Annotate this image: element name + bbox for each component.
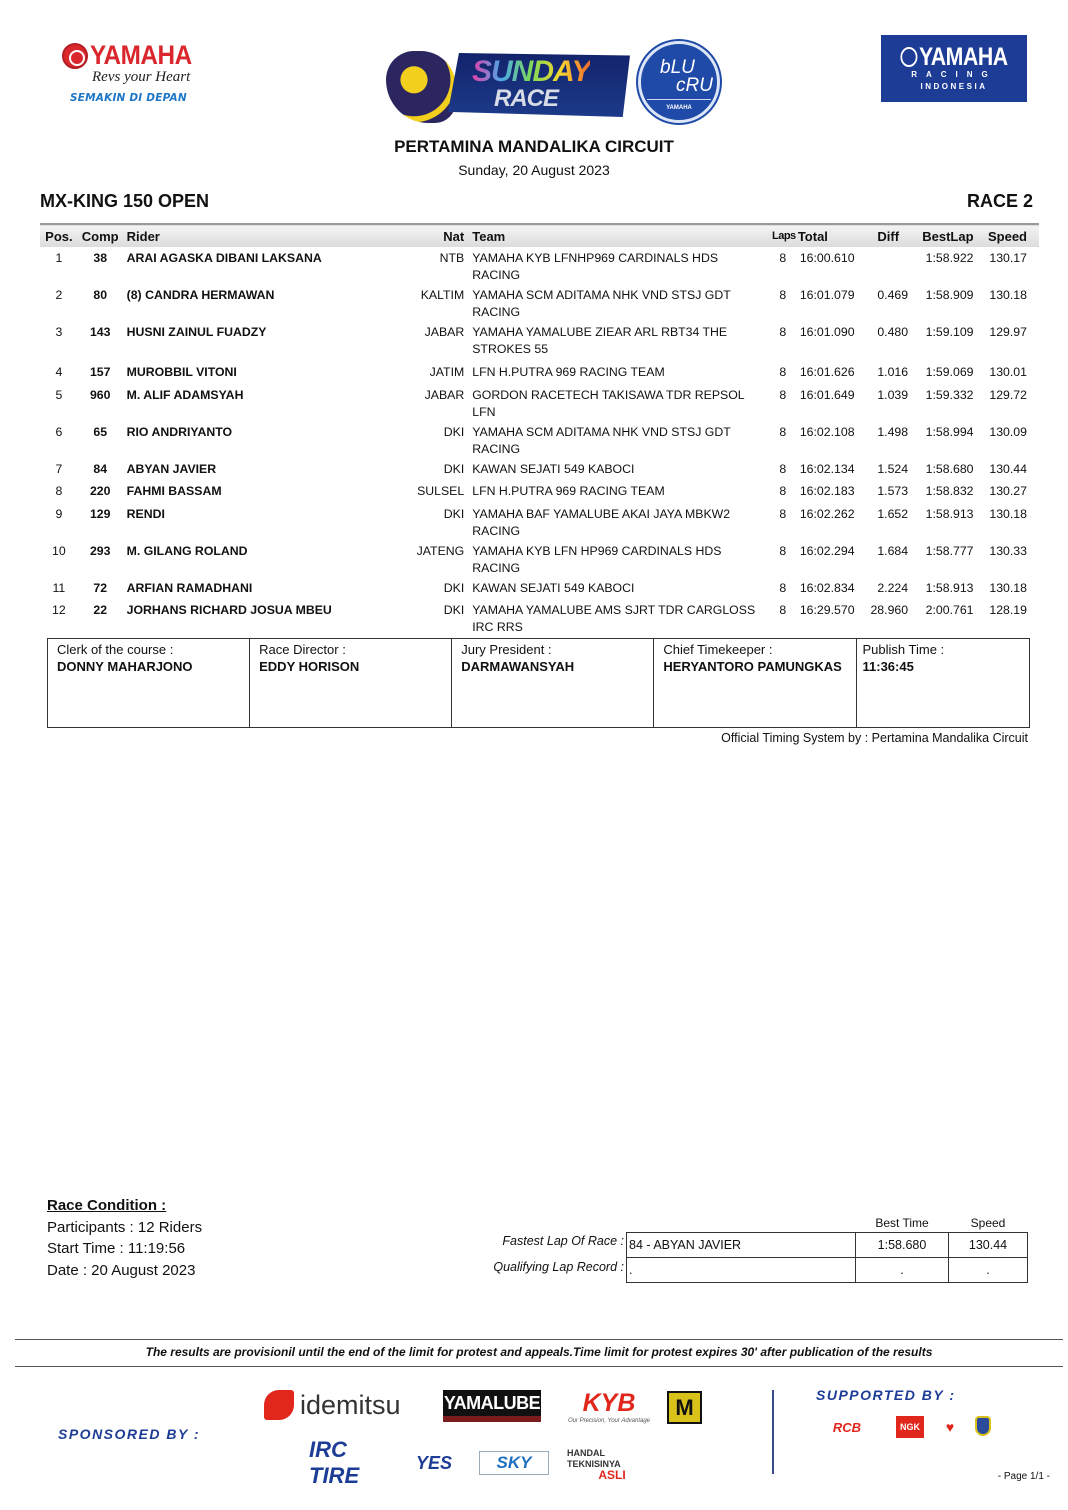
lap-header-speed: Speed	[970, 1216, 1006, 1230]
official-race-director	[250, 639, 452, 727]
race-class: MX-KING 150 OPEN	[40, 191, 210, 211]
publish-time-label: Publish Time :	[862, 642, 945, 657]
motorbike-icon	[386, 51, 456, 123]
cell-nat: KALTIM	[420, 288, 465, 302]
cell-comp: 143	[89, 325, 111, 339]
fastest-lap-label: Fastest Lap Of Race :	[502, 1234, 624, 1248]
official-label: Chief Timekeeper :	[663, 642, 773, 657]
cell-diff: 2.224	[877, 580, 909, 595]
cell-rider: JORHANS RICHARD JOSUA MBEU	[126, 603, 332, 617]
blucru-divider	[647, 99, 711, 100]
cell-pos: 7	[55, 461, 63, 476]
cell-speed: 130.33	[989, 543, 1027, 558]
fastest-lap-row	[627, 1233, 1028, 1258]
sponsored-by-label: SPONSORED BY :	[58, 1426, 201, 1442]
cell-team: YAMAHA YAMALUBE ZIEAR ARL RBT34 THE STROKES 55	[472, 325, 728, 356]
col-diff: Diff	[877, 228, 900, 244]
cell-total: 16:01.079	[799, 288, 855, 302]
cell-total: 16:29.570	[799, 603, 855, 617]
cell-bestlap: 1:59.332	[925, 387, 974, 402]
fastest-lap-rider: 84 - ABYAN JAVIER	[627, 1233, 856, 1258]
sunday-race-line2: RACE	[494, 85, 559, 112]
sponsor-motobatt: M	[667, 1391, 702, 1424]
page-number: - Page 1/1 -	[997, 1471, 1050, 1482]
cell-rider: ARAI AGASKA DIBANI LAKSANA	[126, 251, 322, 265]
cell-rider: ABYAN JAVIER	[126, 461, 217, 476]
result-row	[40, 361, 1039, 384]
official-label: Jury President :	[461, 642, 552, 657]
cell-nat: NTB	[439, 251, 465, 265]
col-total: Total	[797, 228, 828, 244]
cell-nat: JABAR	[424, 387, 465, 402]
cell-pos: 5	[55, 387, 63, 402]
cell-laps: 8	[779, 251, 787, 265]
cell-total: 16:02.834	[799, 580, 855, 595]
cell-pos: 9	[55, 506, 63, 521]
divider-bottom	[15, 1366, 1063, 1367]
official-label: Clerk of the course :	[57, 642, 174, 657]
fastest-lap-best: 1:58.680	[856, 1233, 949, 1258]
cell-nat: DKI	[443, 603, 465, 617]
yri-line3: INDONESIA	[920, 82, 988, 91]
official-chief-timekeeper	[654, 639, 856, 727]
publish-time-value: 11:36:45	[862, 659, 914, 674]
cell-comp: 22	[93, 603, 108, 617]
col-bestlap: BestLap	[922, 228, 974, 244]
sponsor-sky: SKY	[479, 1451, 549, 1475]
cell-laps: 8	[779, 325, 787, 339]
cell-comp: 84	[93, 461, 108, 476]
publish-time	[857, 639, 1029, 727]
cell-diff: 0.480	[877, 325, 909, 339]
cell-diff: 1.573	[877, 484, 909, 498]
col-comp: Comp	[81, 228, 119, 244]
sponsor-yes: YES	[415, 1452, 453, 1473]
cell-comp: 157	[89, 365, 111, 379]
result-row	[40, 458, 1039, 481]
cell-pos: 12	[52, 603, 66, 617]
cell-pos: 4	[55, 365, 63, 379]
sponsor-divider	[772, 1390, 774, 1474]
race-condition	[47, 1195, 202, 1281]
yamaha-tuning-fork-icon	[900, 47, 917, 67]
cell-rider: (8) CANDRA HERMAWAN	[126, 288, 275, 302]
sponsor-kyb: KYB Our Precision, Your Advantage	[567, 1388, 651, 1424]
cell-diff: 0.469	[877, 288, 909, 302]
cell-nat: JATENG	[416, 543, 465, 558]
cell-speed: 130.09	[989, 424, 1027, 439]
cell-diff: 1.652	[877, 506, 909, 521]
blucru-line3: YAMAHA	[666, 105, 692, 111]
cell-team: KAWAN SEJATI 549 KABOCI	[472, 580, 635, 595]
cell-laps: 8	[779, 603, 787, 617]
result-row	[40, 284, 1039, 321]
official-clerk	[48, 639, 250, 727]
fastest-lap-speed: 130.44	[949, 1233, 1028, 1258]
blucru-line1: bLU	[660, 57, 695, 78]
cell-diff: 28.960	[870, 603, 909, 617]
cell-bestlap: 1:58.994	[925, 424, 974, 439]
results-header-row	[40, 224, 1039, 247]
cell-speed: 130.27	[989, 484, 1027, 498]
col-pos: Pos.	[45, 228, 73, 244]
col-laps: Laps	[772, 230, 796, 242]
cell-nat: JABAR	[424, 325, 465, 339]
sponsor-idemitsu: idemitsu	[264, 1388, 424, 1422]
yamaha-wordmark: YAMAHA	[90, 40, 192, 70]
cell-bestlap: 2:00.761	[925, 603, 974, 617]
supported-by-label: SUPPORTED BY :	[816, 1387, 956, 1403]
cell-nat: DKI	[443, 461, 465, 476]
cell-diff: 1.039	[877, 387, 909, 402]
qualifying-record-row	[627, 1258, 1028, 1283]
cell-rider: M. ALIF ADAMSYAH	[126, 387, 244, 402]
cell-speed: 128.19	[989, 603, 1027, 617]
sunday-race-logo	[386, 41, 632, 123]
cell-laps: 8	[779, 543, 787, 558]
yri-line1: YAMAHA	[918, 43, 1008, 71]
yamaha-racing-indonesia-logo	[881, 35, 1027, 102]
cell-diff: 1.016	[877, 365, 909, 379]
cell-speed: 130.18	[989, 580, 1027, 595]
official-name: HERYANTORO PAMUNGKAS	[663, 659, 842, 674]
cell-laps: 8	[779, 580, 787, 595]
cell-laps: 8	[779, 506, 787, 521]
result-row	[40, 247, 1039, 284]
cell-pos: 2	[55, 288, 63, 302]
blu-cru-logo	[638, 41, 720, 123]
cell-laps: 8	[779, 484, 787, 498]
qualifying-record-speed: .	[949, 1258, 1028, 1283]
official-name: DARMAWANSYAH	[461, 659, 575, 674]
qualifying-record-label: Qualifying Lap Record :	[493, 1260, 624, 1274]
cell-pos: 3	[55, 325, 63, 339]
supporter-rcb: RCB	[832, 1419, 862, 1435]
cell-total: 16:02.183	[799, 484, 855, 498]
lap-header-best-time: Best Time	[875, 1216, 929, 1230]
cell-team: YAMAHA KYB LFNHP969 CARDINALS HDS RACING	[472, 251, 719, 282]
yamaha-logo	[62, 40, 212, 120]
cell-bestlap: 1:58.913	[925, 506, 974, 521]
yamaha-tuning-fork-icon	[62, 43, 88, 69]
col-nat: Nat	[443, 228, 465, 244]
cell-total: 16:01.626	[799, 365, 855, 379]
col-speed: Speed	[987, 228, 1027, 244]
cell-speed: 130.01	[989, 365, 1027, 379]
cell-nat: SULSEL	[417, 484, 465, 498]
race-date: Date : 20 August 2023	[47, 1261, 196, 1279]
cell-comp: 129	[89, 506, 111, 521]
cell-comp: 65	[93, 424, 108, 439]
cell-laps: 8	[779, 288, 787, 302]
cell-total: 16:02.262	[799, 506, 855, 521]
cell-bestlap: 1:59.069	[925, 365, 974, 379]
results-table	[40, 223, 1039, 639]
timing-system-credit: Official Timing System by : Pertamina Mandalika Circuit	[721, 731, 1028, 745]
cell-speed: 130.18	[989, 506, 1027, 521]
sponsor-irc-tire: IRC TIRE	[309, 1437, 360, 1488]
cell-nat: DKI	[443, 424, 465, 439]
race-condition-title: Race Condition :	[47, 1197, 167, 1214]
supporter-shield-icon	[975, 1416, 991, 1436]
result-row	[40, 384, 1039, 421]
sponsor-yamalube: YAMALUBE	[443, 1390, 541, 1422]
cell-nat: DKI	[443, 580, 465, 595]
cell-team: YAMAHA SCM ADITAMA NHK VND STSJ GDT RACING	[472, 288, 731, 319]
official-name: DONNY MAHARJONO	[57, 659, 193, 674]
cell-diff: 1.498	[877, 424, 909, 439]
cell-diff: 1.524	[877, 461, 909, 476]
cell-rider: MUROBBIL VITONI	[126, 365, 237, 379]
col-team: Team	[472, 228, 506, 244]
result-row	[40, 321, 1039, 361]
cell-team: KAWAN SEJATI 549 KABOCI	[472, 461, 635, 476]
cell-bestlap: 1:58.832	[925, 484, 974, 498]
cell-team: LFN H.PUTRA 969 RACING TEAM	[472, 365, 665, 379]
cell-team: YAMAHA BAF YAMALUBE AKAI JAYA MBKW2 RACING	[472, 506, 731, 538]
disclaimer: The results are provisionil until the end of the limit for protest and appeals.Time limit for protest expires 30' after publication of the results	[145, 1345, 933, 1359]
cell-nat: DKI	[443, 506, 465, 521]
result-row	[40, 599, 1039, 639]
supporter-ngk: NGK	[896, 1416, 924, 1438]
cell-rider: RENDI	[126, 506, 165, 521]
officials-box	[47, 638, 1030, 728]
results-body	[40, 247, 1039, 639]
cell-speed: 129.72	[989, 387, 1027, 402]
sponsor-handal: HANDAL TEKNISINYA ASLI	[567, 1447, 626, 1482]
cell-laps: 8	[779, 365, 787, 379]
result-row	[40, 421, 1039, 458]
lap-records-table	[626, 1232, 1028, 1283]
race-number: RACE 2	[966, 191, 1033, 211]
cell-comp: 293	[89, 543, 111, 558]
cell-comp: 38	[93, 251, 108, 265]
cell-speed: 129.97	[989, 325, 1027, 339]
cell-diff: 1.684	[877, 543, 909, 558]
cell-pos: 1	[55, 251, 63, 265]
sunday-race-line1: SUNDAY	[472, 55, 591, 88]
cell-team: LFN H.PUTRA 969 RACING TEAM	[472, 484, 665, 498]
blucru-line2: cRU	[676, 75, 713, 96]
cell-comp: 80	[93, 288, 108, 302]
yamaha-tagline: Revs your Heart	[92, 69, 191, 85]
cell-pos: 8	[55, 484, 63, 498]
cell-speed: 130.17	[989, 251, 1027, 265]
official-label: Race Director :	[259, 642, 346, 657]
cell-rider: ARFIAN RAMADHANI	[126, 580, 253, 595]
cell-bestlap: 1:58.909	[925, 288, 974, 302]
official-name: EDDY HORISON	[259, 659, 360, 674]
cell-total: 16:02.108	[799, 424, 855, 439]
idemitsu-icon	[264, 1390, 294, 1420]
cell-bestlap: 1:58.913	[925, 580, 974, 595]
col-rider: Rider	[126, 228, 160, 244]
cell-team: YAMAHA YAMALUBE AMS SJRT TDR CARGLOSS IRC RRS	[472, 603, 756, 634]
cell-team: YAMAHA SCM ADITAMA NHK VND STSJ GDT RACING	[472, 424, 731, 456]
cell-diff	[864, 247, 912, 284]
cell-total: 16:01.090	[799, 325, 855, 339]
cell-laps: 8	[779, 387, 787, 402]
cell-rider: M. GILANG ROLAND	[126, 543, 248, 558]
cell-speed: 130.18	[989, 288, 1027, 302]
cell-pos: 10	[52, 543, 66, 558]
qualifying-record-rider: .	[627, 1258, 856, 1283]
cell-bestlap: 1:58.777	[925, 543, 974, 558]
cell-rider: HUSNI ZAINUL FUADZY	[126, 325, 267, 339]
cell-comp: 220	[89, 484, 111, 498]
cell-pos: 6	[55, 424, 63, 439]
divider-top	[15, 1339, 1063, 1340]
cell-pos: 11	[52, 580, 66, 595]
circuit-title: PERTAMINA MANDALIKA CIRCUIT	[394, 137, 674, 156]
qualifying-record-best: .	[856, 1258, 949, 1283]
cell-total: 16:02.134	[799, 461, 855, 476]
cell-laps: 8	[779, 461, 787, 476]
yri-line2: RACING	[911, 70, 997, 79]
cell-comp: 72	[93, 580, 108, 595]
result-row	[40, 480, 1039, 503]
cell-rider: RIO ANDRIYANTO	[126, 424, 233, 439]
cell-bestlap: 1:58.680	[925, 461, 974, 476]
start-time: Start Time : 11:19:56	[47, 1240, 186, 1257]
cell-speed: 130.44	[989, 461, 1027, 476]
cell-total: 16:01.649	[799, 387, 855, 402]
cell-bestlap: 1:58.922	[925, 251, 974, 265]
cell-team: GORDON RACETECH TAKISAWA TDR REPSOL LFN	[472, 387, 745, 419]
supporter-logo-3: ♥	[945, 1419, 955, 1435]
result-row	[40, 540, 1039, 577]
event-date: Sunday, 20 August 2023	[458, 162, 610, 178]
yamaha-subtitle: SEMAKIN DI DEPAN	[70, 92, 187, 104]
cell-bestlap: 1:59.109	[925, 325, 974, 339]
official-jury-president	[452, 639, 654, 727]
cell-total: 16:00.610	[799, 251, 855, 265]
cell-comp: 960	[89, 387, 111, 402]
cell-rider: FAHMI BASSAM	[126, 484, 222, 498]
cell-total: 16:02.294	[799, 543, 855, 558]
cell-nat: JATIM	[429, 365, 465, 379]
participants: Participants : 12 Riders	[47, 1218, 203, 1236]
result-row	[40, 577, 1039, 600]
cell-laps: 8	[779, 424, 787, 439]
cell-team: YAMAHA KYB LFN HP969 CARDINALS HDS RACING	[472, 543, 722, 575]
result-row	[40, 503, 1039, 540]
